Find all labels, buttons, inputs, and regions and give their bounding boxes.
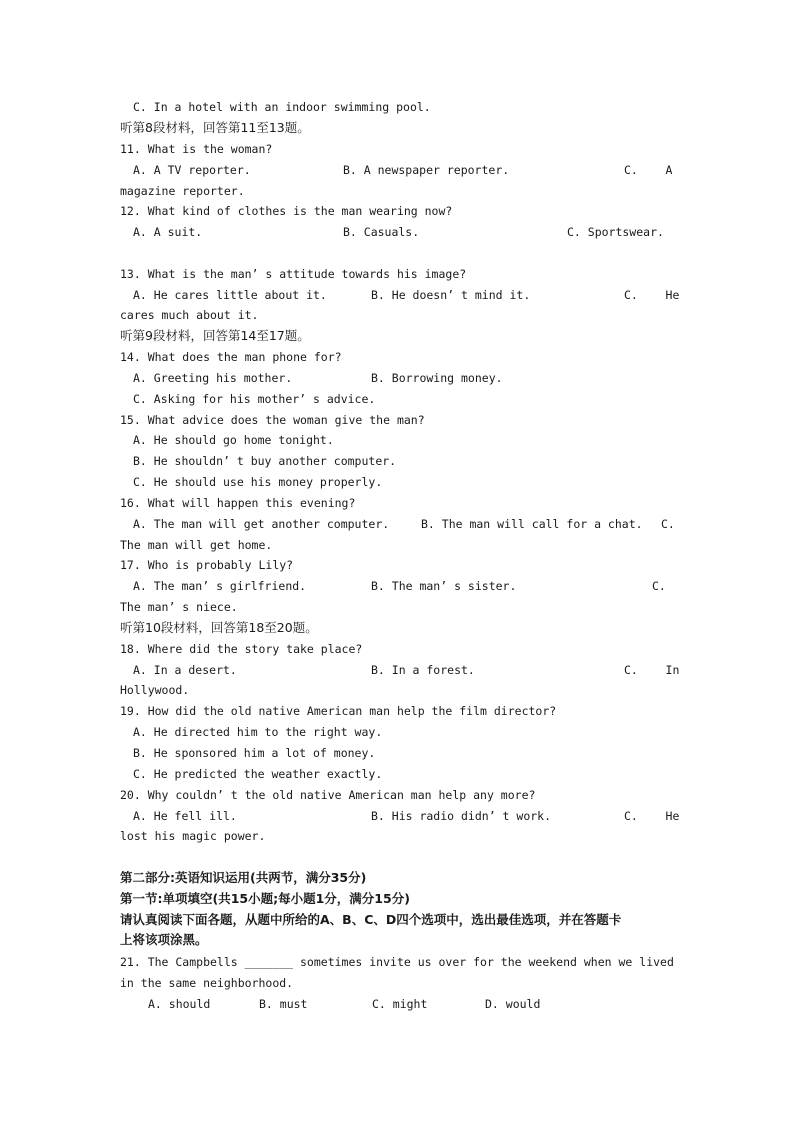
option-c: C. [652, 579, 666, 593]
option-a: A. The man’ s girlfriend. [133, 579, 307, 593]
option-b: B. must [259, 997, 308, 1011]
option-b: B. A newspaper reporter. [343, 163, 510, 177]
option-c: C. A [624, 163, 673, 177]
question-21-options [0, 994, 794, 1014]
question-15-option-a [0, 430, 794, 450]
question-13-options-cont: cares much about it. [120, 308, 259, 322]
question-12-stem: 12. What kind of clothes is the man wearing now? [120, 204, 453, 218]
option-b: B. He shouldn’ t buy another computer. [133, 454, 397, 468]
question-18-options-cont: Hollywood. [120, 683, 190, 697]
question-19-option-c [0, 764, 794, 784]
question-19-option-a [0, 722, 794, 742]
question-11-options-cont: magazine reporter. [120, 184, 245, 198]
option-d: D. would [485, 997, 541, 1011]
section-9-instruction: 听第9段材料，回答第14至17题。 [120, 328, 310, 343]
question-19-option-b [0, 743, 794, 763]
option-b: B. Casuals. [343, 225, 420, 239]
question-17-stem: 17. Who is probably Lily? [120, 558, 294, 572]
option-a: A. The man will get another computer. [133, 517, 390, 531]
option-a: A. A TV reporter. [133, 163, 251, 177]
option-c: C. He [624, 809, 680, 823]
question-14-stem: 14. What does the man phone for? [120, 350, 342, 364]
option-a: A. should [148, 997, 211, 1011]
question-20-options [0, 806, 794, 826]
option-c: C. [661, 517, 675, 531]
option-b: B. In a forest. [371, 663, 475, 677]
option-c: C. In a hotel with an indoor swimming pool. [133, 100, 431, 114]
section-1-heading: 第一节:单项填空(共15小题;每小题1分，满分15分) [120, 891, 410, 906]
option-b: B. His radio didn’ t work. [371, 809, 552, 823]
option-b: B. Borrowing money. [371, 371, 503, 385]
option-c: C. might [372, 997, 428, 1011]
question-16-options [0, 514, 794, 534]
question-15-option-c [0, 472, 794, 492]
question-17-options-cont: The man’ s niece. [120, 600, 238, 614]
option-a: A. He cares little about it. [133, 288, 327, 302]
question-12-options [0, 222, 794, 242]
question-16-options-cont: The man will get home. [120, 538, 273, 552]
option-c: C. Sportswear. [567, 225, 664, 239]
option-a: A. A suit. [133, 225, 203, 239]
question-11-stem: 11. What is the woman? [120, 142, 273, 156]
option-a: A. He should go home tonight. [133, 433, 334, 447]
question-17-options [0, 576, 794, 596]
option-b: B. The man’ s sister. [371, 579, 517, 593]
question-15-stem: 15. What advice does the woman give the man? [120, 413, 425, 427]
question-11-options [0, 160, 794, 180]
question-13-stem: 13. What is the man’ s attitude towards his image? [120, 267, 467, 281]
question-18-options [0, 660, 794, 680]
instructions: 请认真阅读下面各题，从题中所给的A、B、C、D四个选项中，选出最佳选项，并在答题卡 [120, 912, 622, 927]
option-b: B. He doesn’ t mind it. [371, 288, 531, 302]
option-c: C. He [624, 288, 680, 302]
question-16-stem: 16. What will happen this evening? [120, 496, 356, 510]
option-c: C. He predicted the weather exactly. [133, 767, 383, 781]
question-21-stem-cont: in the same neighborhood. [120, 976, 294, 990]
question-13-options [0, 285, 794, 305]
question-21-stem: 21. The Campbells _______ sometimes invite us over for the weekend when we lived [120, 955, 674, 969]
option-b: B. The man will call for a chat. [421, 517, 643, 531]
option-c: C. Asking for his mother’ s advice. [133, 392, 376, 406]
question-14-options [0, 368, 794, 388]
option-c: C. He should use his money properly. [133, 475, 383, 489]
question-14-option-c [0, 389, 794, 409]
option-a: A. He directed him to the right way. [133, 725, 383, 739]
q10-option-c-line [0, 97, 794, 117]
question-20-options-cont: lost his magic power. [120, 829, 266, 843]
option-c: C. In [624, 663, 680, 677]
option-a: A. In a desert. [133, 663, 237, 677]
section-8-instruction: 听第8段材料，回答第11至13题。 [120, 120, 310, 135]
instructions-cont: 上将该项涂黑。 [120, 932, 208, 947]
question-15-option-b [0, 451, 794, 471]
question-20-stem: 20. Why couldn’ t the old native American man help any more? [120, 788, 536, 802]
question-18-stem: 18. Where did the story take place? [120, 642, 363, 656]
option-b: B. He sponsored him a lot of money. [133, 746, 376, 760]
section-10-instruction: 听第10段材料，回答第18至20题。 [120, 620, 318, 635]
part-2-heading: 第二部分:英语知识运用(共两节，满分35分) [120, 870, 367, 885]
option-a: A. Greeting his mother. [133, 371, 293, 385]
option-a: A. He fell ill. [133, 809, 237, 823]
question-19-stem: 19. How did the old native American man help the film director? [120, 704, 557, 718]
